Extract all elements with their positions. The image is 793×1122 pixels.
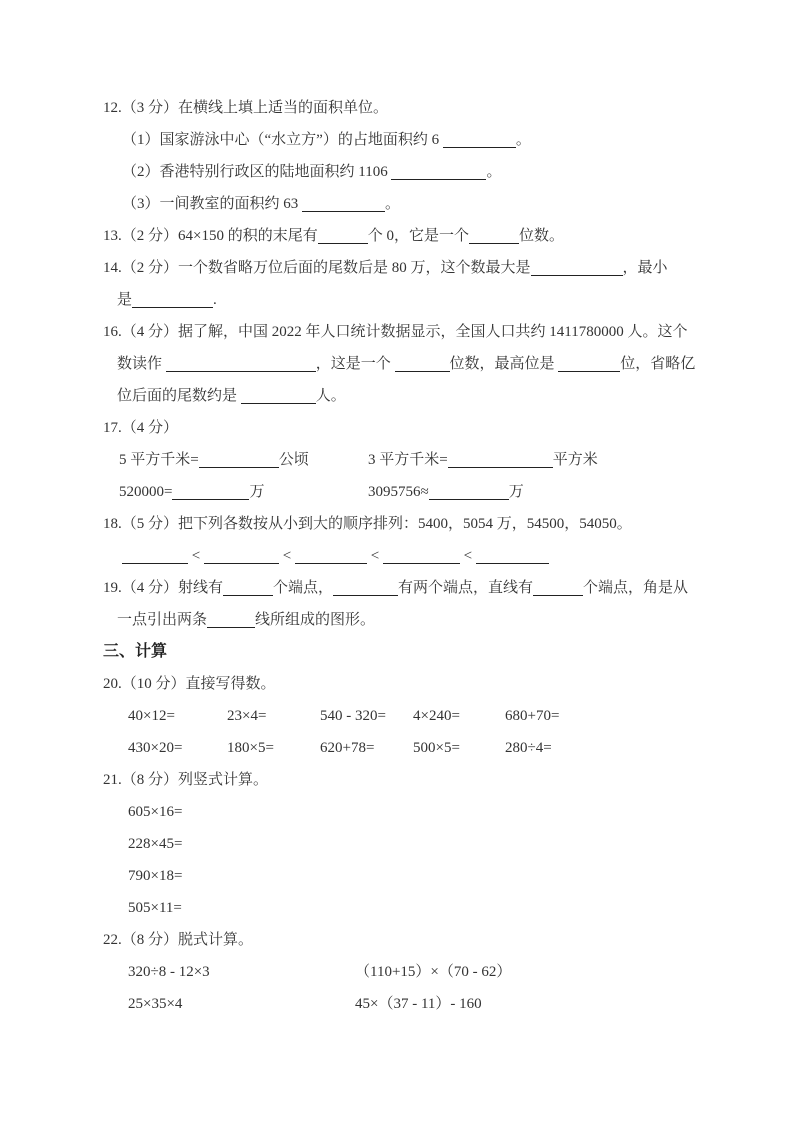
text-run: 平方米	[552, 452, 598, 468]
blank-field	[241, 389, 316, 404]
line-q14-b	[103, 284, 703, 316]
text-run: 有两个端点，直线有	[398, 580, 534, 596]
text-run: 12.（3 分）在横线上填上适当的面积单位。	[103, 100, 389, 116]
text-run: 45×（37 - 11）- 160	[355, 996, 482, 1012]
blank-field	[469, 229, 519, 244]
blank-field	[223, 581, 273, 596]
text-run: 13.（2 分）64×150 的积的末尾有	[103, 228, 318, 244]
text-run: 790×18=	[128, 868, 183, 884]
line-q21-header	[103, 764, 703, 796]
text-run: 20.（10 分）直接写得数。	[103, 676, 276, 692]
text-run: 180×5=	[227, 740, 274, 756]
line-q22-row1	[103, 956, 703, 988]
line-q17-header	[103, 412, 703, 444]
blank-field	[448, 453, 553, 468]
text-run: 14.（2 分）一个数省略万位后面的尾数后是 80 万，这个数最大是	[103, 260, 531, 276]
text-run: 18.（5 分）把下列各数按从小到大的顺序排列：5400，5054 万，54500，54050。	[103, 516, 632, 532]
text-run: 605×16=	[128, 804, 183, 820]
blank-field	[132, 293, 213, 308]
text-run: <	[366, 548, 383, 564]
blank-field	[383, 549, 460, 564]
text-run: 280÷4=	[505, 740, 552, 756]
line-q18-header	[103, 508, 703, 540]
text-run: （110+15）×（70 - 62）	[355, 964, 512, 980]
column	[368, 444, 598, 476]
line-q17-row2	[103, 476, 703, 508]
text-run: 数读作	[117, 356, 166, 372]
text-run: 25×35×4	[128, 996, 183, 1012]
blank-field	[333, 581, 398, 596]
blank-field	[122, 549, 188, 564]
blank-field	[531, 261, 623, 276]
line-q12-item2	[103, 156, 703, 188]
line-q20-row1	[103, 700, 703, 732]
line-q18-blanks	[103, 540, 703, 572]
text-run: <	[278, 548, 295, 564]
text-run: 320÷8 - 12×3	[128, 964, 210, 980]
line-q20-header	[103, 668, 703, 700]
line-q21-eq4	[103, 892, 703, 924]
blank-field	[391, 165, 486, 180]
blank-field	[166, 357, 316, 372]
line-q22-row2	[103, 988, 703, 1020]
blank-field	[172, 485, 249, 500]
text-run: （2）香港特别行政区的陆地面积约 1106	[122, 164, 392, 180]
line-q12-item1	[103, 124, 703, 156]
text-run: 位数，最高位是	[449, 356, 559, 372]
text-run: 3095756≈	[368, 484, 429, 500]
text-run: 430×20=	[128, 740, 183, 756]
blank-field	[476, 549, 549, 564]
text-run: 40×12=	[128, 708, 175, 724]
blank-field	[204, 549, 279, 564]
blank-field	[302, 197, 385, 212]
blank-field	[207, 613, 255, 628]
text-run: ，最小	[622, 260, 668, 276]
line-q21-eq3	[103, 860, 703, 892]
text-run: 线所组成的图形。	[255, 612, 376, 628]
text-run: 520000=	[119, 484, 173, 500]
line-q19-a	[103, 572, 703, 604]
text-run: 位后面的尾数约是	[117, 388, 241, 404]
text-run: （1）国家游泳中心（“水立方”）的占地面积约 6	[122, 132, 443, 148]
line-q14-a	[103, 252, 703, 284]
line-q20-row2	[103, 732, 703, 764]
text-run: 三、计算	[103, 643, 168, 660]
blank-field	[443, 133, 516, 148]
blank-field	[199, 453, 279, 468]
text-run: 505×11=	[128, 900, 182, 916]
text-run: 万	[508, 484, 524, 500]
text-run: 23×4=	[227, 708, 267, 724]
text-run: 万	[249, 484, 265, 500]
blank-field	[533, 581, 583, 596]
text-run: 公顷	[278, 452, 309, 468]
blank-field	[429, 485, 509, 500]
text-run: ，这是一个	[315, 356, 395, 372]
text-run: 4×240=	[413, 708, 460, 724]
text-run: .	[213, 292, 217, 308]
line-q12-item3	[103, 188, 703, 220]
blank-field	[318, 229, 368, 244]
text-run: 16.（4 分）据了解，中国 2022 年人口统计数据显示，全国人口共约 1411780000 人。这个	[103, 324, 688, 340]
line-q19-b	[103, 604, 703, 636]
text-run: 是	[117, 292, 133, 308]
line-q13	[103, 220, 703, 252]
text-run: 。	[385, 196, 401, 212]
text-run: 。	[486, 164, 502, 180]
text-run: 228×45=	[128, 836, 183, 852]
text-run: 500×5=	[413, 740, 460, 756]
text-run: 。	[515, 132, 531, 148]
text-run: 680+70=	[505, 708, 560, 724]
text-run: 19.（4 分）射线有	[103, 580, 224, 596]
blank-field	[558, 357, 620, 372]
text-run: 620+78=	[320, 740, 375, 756]
text-run: 个 0，它是一个	[367, 228, 469, 244]
line-q16-c	[103, 380, 703, 412]
text-run: 22.（8 分）脱式计算。	[103, 932, 254, 948]
line-q16-a	[103, 316, 703, 348]
line-q21-eq2	[103, 828, 703, 860]
worksheet-content	[103, 92, 703, 1020]
text-run: 21.（8 分）列竖式计算。	[103, 772, 269, 788]
column	[368, 476, 524, 508]
section3-heading	[103, 636, 703, 668]
text-run: 一点引出两条	[117, 612, 208, 628]
text-run: 位，省略亿	[620, 356, 696, 372]
text-run: 个端点，角是从	[583, 580, 689, 596]
blank-field	[295, 549, 367, 564]
text-run: 17.（4 分）	[103, 420, 179, 436]
text-run: 540 - 320=	[320, 708, 386, 724]
line-q12-header	[103, 92, 703, 124]
text-run: 人。	[315, 388, 346, 404]
text-run: 3 平方千米=	[368, 452, 448, 468]
text-run: 个端点，	[273, 580, 334, 596]
line-q17-row1	[103, 444, 703, 476]
line-q16-b	[103, 348, 703, 380]
line-q22-header	[103, 924, 703, 956]
text-run: <	[188, 548, 204, 564]
text-run: （3）一间教室的面积约 63	[122, 196, 303, 212]
text-run: <	[459, 548, 476, 564]
text-run: 位数。	[518, 228, 564, 244]
text-run: 5 平方千米=	[119, 452, 199, 468]
blank-field	[395, 357, 450, 372]
line-q21-eq1	[103, 796, 703, 828]
